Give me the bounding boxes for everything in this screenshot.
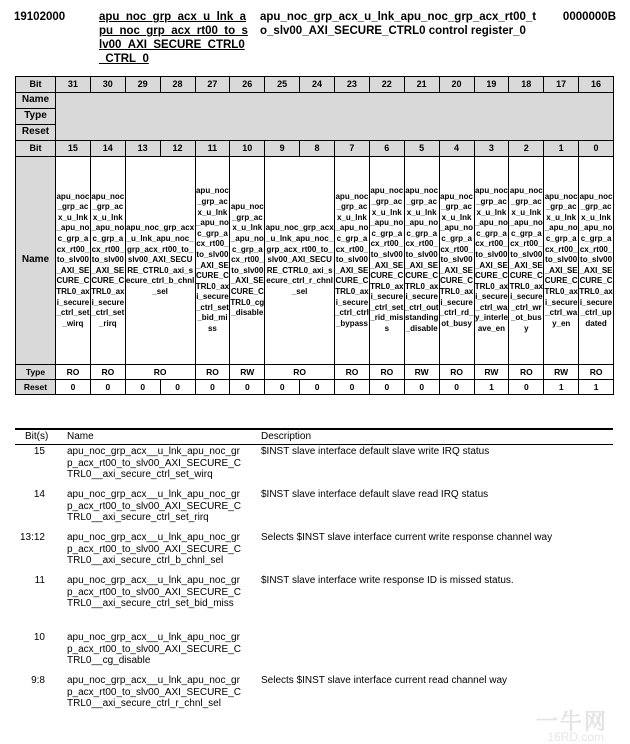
field-name-way-en: apu_noc_grp_acx_u_lnk_apu_noc_grp_acx_rt00_to_slv00_AXI_SECURE_CTRL0_axi_secure_ctrl_way_en bbox=[544, 157, 579, 365]
bit-8: 8 bbox=[300, 141, 335, 157]
bit-4: 4 bbox=[439, 141, 474, 157]
reset-bit-13: 0 bbox=[125, 380, 160, 395]
bit-1: 1 bbox=[544, 141, 579, 157]
bit-label: Bit bbox=[16, 141, 56, 157]
bit-17: 17 bbox=[544, 77, 579, 93]
field-reset-row bbox=[16, 380, 614, 395]
bit-14: 14 bbox=[90, 141, 125, 157]
field-type-row bbox=[16, 365, 614, 380]
field-name-r-chnl-sel: apu_noc_grp_acx_u_lnk_apu_noc_grp_acx_rt00_to_slv00_AXI_SECURE_CTRL0_axi_secure_ctrl_r_chnl_sel bbox=[265, 157, 335, 365]
field-name-way-interleave-en: apu_noc_grp_acx_u_lnk_apu_noc_grp_acx_rt00_to_slv00_AXI_SECURE_CTRL0_axi_secure_ctrl_way_interleave_en bbox=[474, 157, 509, 365]
reset-label: Reset bbox=[16, 380, 56, 395]
bit-25: 25 bbox=[265, 77, 300, 93]
field-type: RO bbox=[439, 365, 474, 380]
register-description: apu_noc_grp_acx_u_lnk_apu_noc_grp_acx_rt00_to_slv00_AXI_SECURE_CTRL0 control register_0 bbox=[260, 11, 537, 37]
bit-15: 15 bbox=[56, 141, 91, 157]
bit-31: 31 bbox=[56, 77, 91, 93]
bit-19: 19 bbox=[474, 77, 509, 93]
field-type: RW bbox=[404, 365, 439, 380]
bit-21: 21 bbox=[404, 77, 439, 93]
watermark-logo: 一牛网 bbox=[535, 709, 608, 734]
field-type: RO bbox=[195, 365, 230, 380]
row-field-name: apu_noc_grp_acx__u_lnk_apu_noc_grp_acx_rt00_to_slv00_AXI_SECURE_CTRL0__cg_disable bbox=[67, 632, 241, 666]
watermark-url: 16RD.com bbox=[547, 730, 604, 744]
row-bits: 13:12 bbox=[19, 532, 45, 543]
bit-28: 28 bbox=[160, 77, 195, 93]
field-name-cg-disable: apu_noc_grp_acx_u_lnk_apu_noc_grp_acx_rt00_to_slv00_AXI_SECURE_CTRL0_cg_disable bbox=[230, 157, 265, 365]
col-bits-header: Bit(s) bbox=[25, 431, 49, 442]
bit-6: 6 bbox=[369, 141, 404, 157]
reset-bit-0: 1 bbox=[579, 380, 614, 395]
field-type: RO bbox=[125, 365, 195, 380]
reset-label: Reset bbox=[16, 125, 56, 141]
field-name-set-rid-miss: apu_noc_grp_acx_u_lnk_apu_noc_grp_acx_rt00_to_slv00_AXI_SECURE_CTRL0_axi_secure_ctrl_set_rid_miss bbox=[369, 157, 404, 365]
register-name: apu_noc_grp_acx_u_lnk_apu_noc_grp_acx_rt00_to_slv00_AXI_SECURE_CTRL0_CTRL_0 bbox=[99, 11, 248, 65]
field-type: RO bbox=[369, 365, 404, 380]
bit-20: 20 bbox=[439, 77, 474, 93]
field-type: RO bbox=[579, 365, 614, 380]
name-label: Name bbox=[16, 93, 56, 109]
reset-bit-7: 0 bbox=[335, 380, 370, 395]
bit-26: 26 bbox=[230, 77, 265, 93]
register-bit-table bbox=[15, 76, 614, 395]
field-type: RW bbox=[544, 365, 579, 380]
field-name-b-chnl-sel: apu_noc_grp_acx_u_lnk_apu_noc_grp_acx_rt00_to_slv00_AXI_SECURE_CTRL0_axi_secure_ctrl_b_chnl_sel bbox=[125, 157, 195, 365]
field-name-updated: apu_noc_grp_acx_u_lnk_apu_noc_grp_acx_rt00_to_slv00_AXI_SECURE_CTRL0_axi_secure_ctrl_updated bbox=[579, 157, 614, 365]
row-field-name: apu_noc_grp_acx__u_lnk_apu_noc_grp_acx_rt00_to_slv00_AXI_SECURE_CTRL0__axi_secure_ctrl_set_wirq bbox=[67, 446, 241, 480]
bit-16: 16 bbox=[579, 77, 614, 93]
bit-30: 30 bbox=[90, 77, 125, 93]
bit-label: Bit bbox=[16, 77, 56, 93]
bit-18: 18 bbox=[509, 77, 544, 93]
reset-bit-11: 0 bbox=[195, 380, 230, 395]
row-description: $INST slave interface default slave write IRQ status bbox=[261, 446, 490, 457]
field-type: RO bbox=[265, 365, 335, 380]
bit-12: 12 bbox=[160, 141, 195, 157]
reset-bit-9: 0 bbox=[265, 380, 300, 395]
row-field-name: apu_noc_grp_acx__u_lnk_apu_noc_grp_acx_rt00_to_slv00_AXI_SECURE_CTRL0__axi_secure_ctrl_set_bid_miss bbox=[67, 575, 241, 609]
field-type: RO bbox=[509, 365, 544, 380]
row-field-name: apu_noc_grp_acx__u_lnk_apu_noc_grp_acx_rt00_to_slv00_AXI_SECURE_CTRL0__axi_secure_ctrl_r_chnl_sel bbox=[67, 675, 241, 709]
row-bits: 10 bbox=[33, 632, 45, 643]
bit-5: 5 bbox=[404, 141, 439, 157]
bit-13: 13 bbox=[125, 141, 160, 157]
bit-0: 0 bbox=[579, 141, 614, 157]
reserved-upper-fields bbox=[56, 93, 614, 141]
reset-bit-5: 0 bbox=[404, 380, 439, 395]
bit-27: 27 bbox=[195, 77, 230, 93]
row-bits: 9:8 bbox=[31, 675, 45, 686]
bit-22: 22 bbox=[369, 77, 404, 93]
field-name-outstanding-disable: apu_noc_grp_acx_u_lnk_apu_noc_grp_acx_rt00_to_slv00_AXI_SECURE_CTRL0_axi_secure_ctrl_outstanding_disable bbox=[404, 157, 439, 365]
row-bits: 11 bbox=[34, 575, 45, 586]
field-type: RW bbox=[474, 365, 509, 380]
reset-bit-4: 0 bbox=[439, 380, 474, 395]
reset-bit-6: 0 bbox=[369, 380, 404, 395]
reset-bit-8: 0 bbox=[300, 380, 335, 395]
field-name-set-bid-miss: apu_noc_grp_acx_u_lnk_apu_noc_grp_acx_rt00_to_slv00_AXI_SECURE_CTRL0_axi_secure_ctrl_set_bid_miss bbox=[195, 157, 230, 365]
bit-23: 23 bbox=[335, 77, 370, 93]
row-description: $INST slave interface write response ID is missed status. bbox=[261, 575, 514, 586]
field-name-wr-ot-busy: apu_noc_grp_acx_u_lnk_apu_noc_grp_acx_rt00_to_slv00_AXI_SECURE_CTRL0_axi_secure_ctrl_wr_ot_busy bbox=[509, 157, 544, 365]
bit-11: 11 bbox=[195, 141, 230, 157]
register-reset-value: 0000000B bbox=[562, 11, 616, 23]
description-table-header bbox=[15, 428, 613, 445]
field-type: RW bbox=[230, 365, 265, 380]
row-description: Selects $INST slave interface current read channel way bbox=[261, 675, 508, 686]
bit-9: 9 bbox=[265, 141, 300, 157]
row-field-name: apu_noc_grp_acx__u_lnk_apu_noc_grp_acx_rt00_to_slv00_AXI_SECURE_CTRL0__axi_secure_ctrl_b_chnl_sel bbox=[67, 532, 241, 566]
reset-bit-10: 0 bbox=[230, 380, 265, 395]
row-field-name: apu_noc_grp_acx__u_lnk_apu_noc_grp_acx_rt00_to_slv00_AXI_SECURE_CTRL0__axi_secure_ctrl_set_rirq bbox=[67, 489, 241, 523]
bit-24: 24 bbox=[300, 77, 335, 93]
reset-bit-12: 0 bbox=[160, 380, 195, 395]
field-name-row bbox=[16, 157, 614, 365]
col-description-header: Description bbox=[261, 431, 312, 442]
field-name-set-rirq: apu_noc_grp_acx_u_lnk_apu_noc_grp_acx_rt00_to_slv00_AXI_SECURE_CTRL0_axi_secure_ctrl_set_rirq bbox=[90, 157, 125, 365]
bit-29: 29 bbox=[125, 77, 160, 93]
field-name-rd-ot-busy: apu_noc_grp_acx_u_lnk_apu_noc_grp_acx_rt00_to_slv00_AXI_SECURE_CTRL0_axi_secure_ctrl_rd_ot_busy bbox=[439, 157, 474, 365]
bit-10: 10 bbox=[230, 141, 265, 157]
lower-bit-row bbox=[16, 141, 614, 157]
bit-2: 2 bbox=[509, 141, 544, 157]
bit-3: 3 bbox=[474, 141, 509, 157]
field-type: RO bbox=[335, 365, 370, 380]
row-description: Selects $INST slave interface current write response channel way bbox=[261, 532, 553, 543]
row-description: $INST slave interface default slave read IRQ status bbox=[261, 489, 489, 500]
row-bits: 14 bbox=[33, 489, 45, 500]
reset-bit-1: 1 bbox=[544, 380, 579, 395]
name-label: Name bbox=[16, 157, 56, 365]
reset-bit-3: 1 bbox=[474, 380, 509, 395]
upper-bit-row bbox=[16, 77, 614, 93]
type-label: Type bbox=[16, 365, 56, 380]
reset-bit-15: 0 bbox=[56, 380, 91, 395]
col-name-header: Name bbox=[67, 431, 94, 442]
bit-7: 7 bbox=[335, 141, 370, 157]
reset-bit-2: 0 bbox=[509, 380, 544, 395]
row-bits: 15 bbox=[33, 446, 45, 457]
reset-bit-14: 0 bbox=[90, 380, 125, 395]
field-type: RO bbox=[56, 365, 91, 380]
type-label: Type bbox=[16, 109, 56, 125]
field-name-set-wirq: apu_noc_grp_acx_u_lnk_apu_noc_grp_acx_rt00_to_slv00_AXI_SECURE_CTRL0_axi_secure_ctrl_set_wirq bbox=[56, 157, 91, 365]
field-name-ctrl-bypass: apu_noc_grp_acx_u_lnk_apu_noc_grp_acx_rt00_to_slv00_AXI_SECURE_CTRL0_axi_secure_ctrl_ctrl_bypass bbox=[335, 157, 370, 365]
register-address: 19102000 bbox=[14, 11, 66, 23]
field-type: RO bbox=[90, 365, 125, 380]
